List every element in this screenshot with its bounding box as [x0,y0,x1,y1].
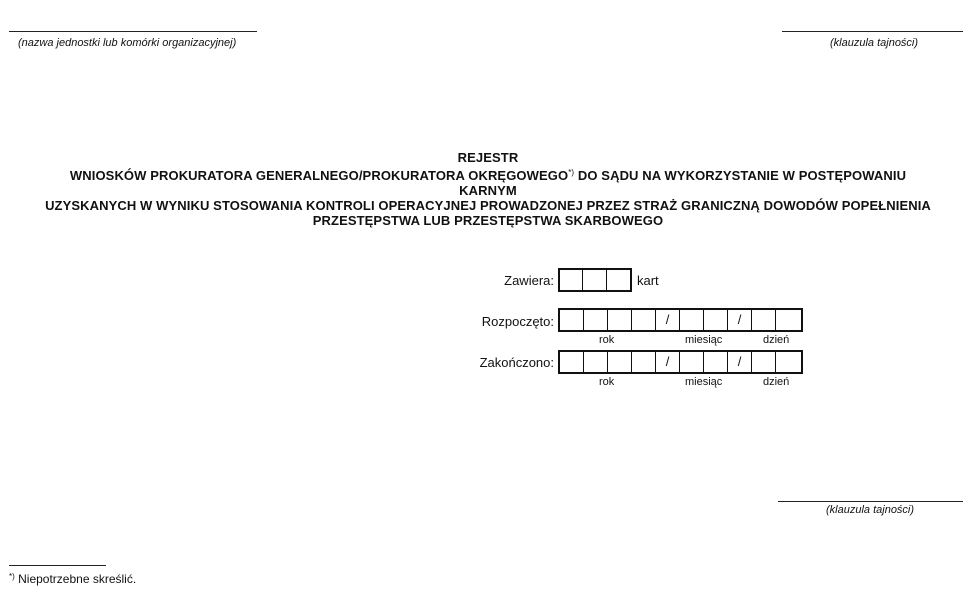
started-separator-1 [656,310,680,330]
finished-month-digit-2[interactable] [704,352,728,372]
started-separator-2 [728,310,752,330]
started-year-digit-4[interactable] [632,310,656,330]
classification-line-top [782,31,963,32]
title-line-2-text-b: DO SĄDU NA WYKORZYSTANIE W POSTĘPOWANIU KARNYM [459,168,907,198]
title-line-2 [40,165,936,198]
started-month-digit-1[interactable] [680,310,704,330]
started-day-label: dzień [763,334,790,346]
contains-label: Zawiera: [504,273,554,288]
started-year-label: rok [599,334,615,346]
finished-separator-1 [656,352,680,372]
finished-separator-2 [728,352,752,372]
started-month-digit-2[interactable] [704,310,728,330]
title-line-2-text-a: WNIOSKÓW PROKURATORA GENERALNEGO/PROKURATORA OKRĘGOWEGO [69,168,569,183]
contains-unit: kart [637,273,659,288]
finished-year-label: rok [599,376,615,388]
classification-caption-bottom: (klauzula tajności) [826,504,915,516]
date-separator: / [737,312,742,327]
register-title [40,150,936,228]
footnote-text: Niepotrzebne skreślić. [14,572,137,586]
started-date-boxes [558,308,803,332]
finished-year-digit-2[interactable] [584,352,608,372]
started-month-label: miesiąc [685,334,723,346]
started-day-digit-1[interactable] [752,310,776,330]
classification-caption-top: (klauzula tajności) [830,37,919,49]
date-separator: / [737,354,742,369]
finished-year-digit-3[interactable] [608,352,632,372]
date-separator: / [665,312,670,327]
finished-month-label: miesiąc [685,376,723,388]
footnote-marker: *) [9,572,15,581]
contains-box-2[interactable] [583,270,606,290]
finished-label: Zakończono: [479,355,554,370]
contains-box-1[interactable] [560,270,583,290]
footnote-marker: *) [568,168,575,177]
title-line-4: PRZESTĘPSTWA LUB PRZESTĘPSTWA SKARBOWEGO [312,213,664,228]
contains-box-group [558,268,632,292]
finished-year-digit-1[interactable] [560,352,584,372]
started-year-digit-3[interactable] [608,310,632,330]
finished-day-digit-2[interactable] [776,352,800,372]
date-separator: / [665,354,670,369]
started-year-digit-1[interactable] [560,310,584,330]
finished-day-label: dzień [763,376,790,388]
org-name-line [9,31,257,32]
finished-year-digit-4[interactable] [632,352,656,372]
org-name-caption: (nazwa jednostki lub komórki organizacyjnej) [18,37,237,49]
started-day-digit-2[interactable] [776,310,800,330]
finished-month-digit-1[interactable] [680,352,704,372]
footnote-separator [9,565,106,566]
finished-day-digit-1[interactable] [752,352,776,372]
started-year-digit-2[interactable] [584,310,608,330]
contains-box-3[interactable] [607,270,630,290]
classification-line-bottom [778,501,963,502]
footnote [9,572,136,586]
title-line-3: UZYSKANYCH W WYNIKU STOSOWANIA KONTROLI OPERACYJNEJ PROWADZONEJ PRZEZ STRAŻ GRANICZNĄ DOWODÓW POPEŁNIENIA [45,198,931,213]
title-line-1: REJESTR [457,150,519,165]
finished-date-boxes [558,350,803,374]
started-label: Rozpoczęto: [481,314,554,329]
